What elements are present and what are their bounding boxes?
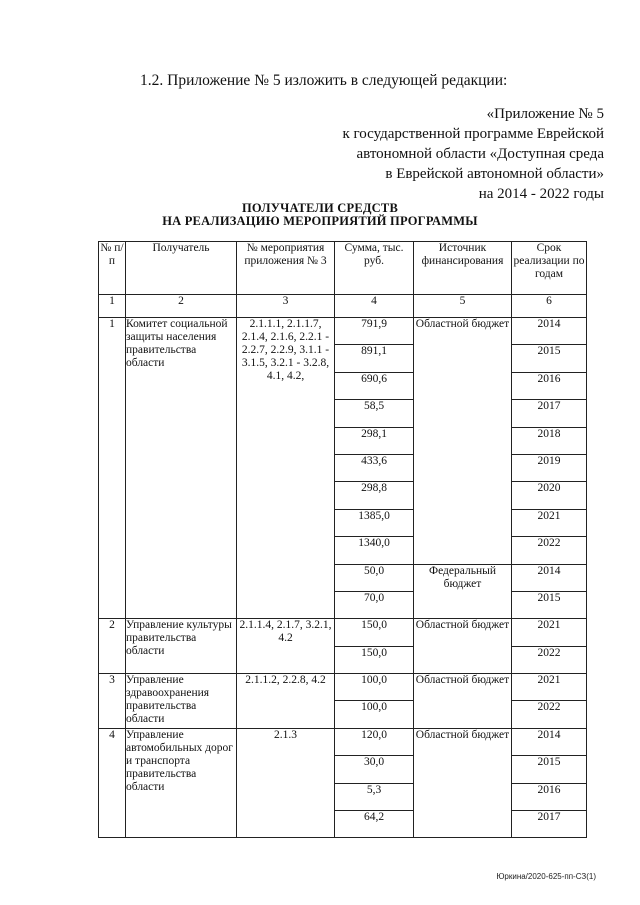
year-cell: 2022 (512, 701, 587, 728)
amount-cell: 298,1 (335, 427, 414, 454)
appendix-line: «Приложение № 5 (486, 106, 604, 122)
column-number-row (99, 295, 587, 318)
amount-cell: 1340,0 (335, 537, 414, 564)
column-number: 6 (512, 295, 587, 318)
column-number: 2 (126, 295, 237, 318)
header-cell: № п/п (99, 242, 126, 295)
year-cell: 2015 (512, 591, 587, 618)
header-cell: Сумма, тыс. руб. (335, 242, 414, 295)
column-number: 1 (99, 295, 126, 318)
amount-cell: 150,0 (335, 619, 414, 646)
year-cell: 2016 (512, 372, 587, 399)
appendix-line: к государственной программе Еврейской (342, 126, 604, 142)
amount-cell: 1385,0 (335, 509, 414, 536)
table-title (0, 202, 640, 228)
table-header-row (99, 242, 587, 295)
amount-cell: 433,6 (335, 454, 414, 481)
row-number: 1 (99, 318, 126, 619)
year-cell: 2014 (512, 318, 587, 345)
events-cell: 2.1.1.1, 2.1.1.7, 2.1.4, 2.1.6, 2.2.1 - 2.2.7, 2.2.9, 3.1.1 - 3.1.5, 3.2.1 - 3.2.8, 4.1, 4.2, (237, 318, 335, 619)
amount-cell: 891,1 (335, 345, 414, 372)
amount-cell: 690,6 (335, 372, 414, 399)
events-cell: 2.1.3 (237, 728, 335, 838)
amount-cell: 70,0 (335, 591, 414, 618)
source-cell: Областной бюджет (414, 674, 512, 729)
title-line: НА РЕАЛИЗАЦИЮ МЕРОПРИЯТИЙ ПРОГРАММЫ (162, 214, 478, 228)
appendix-line: автономной области «Доступная среда (356, 146, 604, 162)
amount-cell: 58,5 (335, 400, 414, 427)
year-cell: 2019 (512, 454, 587, 481)
recipient-cell: Управление культуры правительства области (126, 619, 237, 674)
year-cell: 2015 (512, 345, 587, 372)
column-number: 5 (414, 295, 512, 318)
appendix-line: на 2014 - 2022 годы (478, 186, 604, 202)
recipient-cell: Управление здравоохранения правительства области (126, 674, 237, 729)
year-cell: 2022 (512, 646, 587, 673)
appendix-line: в Еврейской автономной области» (385, 166, 604, 182)
year-cell: 2015 (512, 756, 587, 783)
year-cell: 2017 (512, 400, 587, 427)
year-cell: 2021 (512, 509, 587, 536)
year-cell: 2016 (512, 783, 587, 810)
footer-reference: Юркина/2020-625-пп-СЗ(1) (496, 872, 596, 881)
year-cell: 2022 (512, 537, 587, 564)
table-row (99, 728, 587, 755)
title-line: ПОЛУЧАТЕЛИ СРЕДСТВ (242, 201, 398, 215)
source-cell: Областной бюджет (414, 619, 512, 674)
column-number: 3 (237, 295, 335, 318)
amount-cell: 100,0 (335, 674, 414, 701)
amount-cell: 50,0 (335, 564, 414, 591)
intro-text: 1.2. Приложение № 5 изложить в следующей редакции: (140, 72, 508, 89)
appendix-header (342, 104, 604, 204)
source-cell: Федеральный бюджет (414, 564, 512, 619)
year-cell: 2021 (512, 674, 587, 701)
recipient-cell: Комитет социальной защиты населения правительства области (126, 318, 237, 619)
table-row (99, 674, 587, 701)
row-number: 4 (99, 728, 126, 838)
year-cell: 2014 (512, 728, 587, 755)
amount-cell: 64,2 (335, 811, 414, 838)
recipient-cell: Управление автомобильных дорог и транспорта правительства области (126, 728, 237, 838)
amount-cell: 150,0 (335, 646, 414, 673)
year-cell: 2021 (512, 619, 587, 646)
amount-cell: 298,8 (335, 482, 414, 509)
amount-cell: 30,0 (335, 756, 414, 783)
table-row (99, 619, 587, 646)
source-cell: Областной бюджет (414, 318, 512, 565)
header-cell: № мероприятия приложения № 3 (237, 242, 335, 295)
table-row (99, 318, 587, 345)
year-cell: 2018 (512, 427, 587, 454)
events-cell: 2.1.1.2, 2.2.8, 4.2 (237, 674, 335, 729)
header-cell: Источник финансирования (414, 242, 512, 295)
row-number: 3 (99, 674, 126, 729)
amount-cell: 5,3 (335, 783, 414, 810)
amount-cell: 100,0 (335, 701, 414, 728)
year-cell: 2017 (512, 811, 587, 838)
row-number: 2 (99, 619, 126, 674)
events-cell: 2.1.1.4, 2.1.7, 3.2.1, 4.2 (237, 619, 335, 674)
recipients-table (98, 241, 587, 838)
column-number: 4 (335, 295, 414, 318)
header-cell: Получатель (126, 242, 237, 295)
amount-cell: 120,0 (335, 728, 414, 755)
source-cell: Областной бюджет (414, 728, 512, 838)
year-cell: 2020 (512, 482, 587, 509)
header-cell: Срок реализации по годам (512, 242, 587, 295)
amount-cell: 791,9 (335, 318, 414, 345)
year-cell: 2014 (512, 564, 587, 591)
